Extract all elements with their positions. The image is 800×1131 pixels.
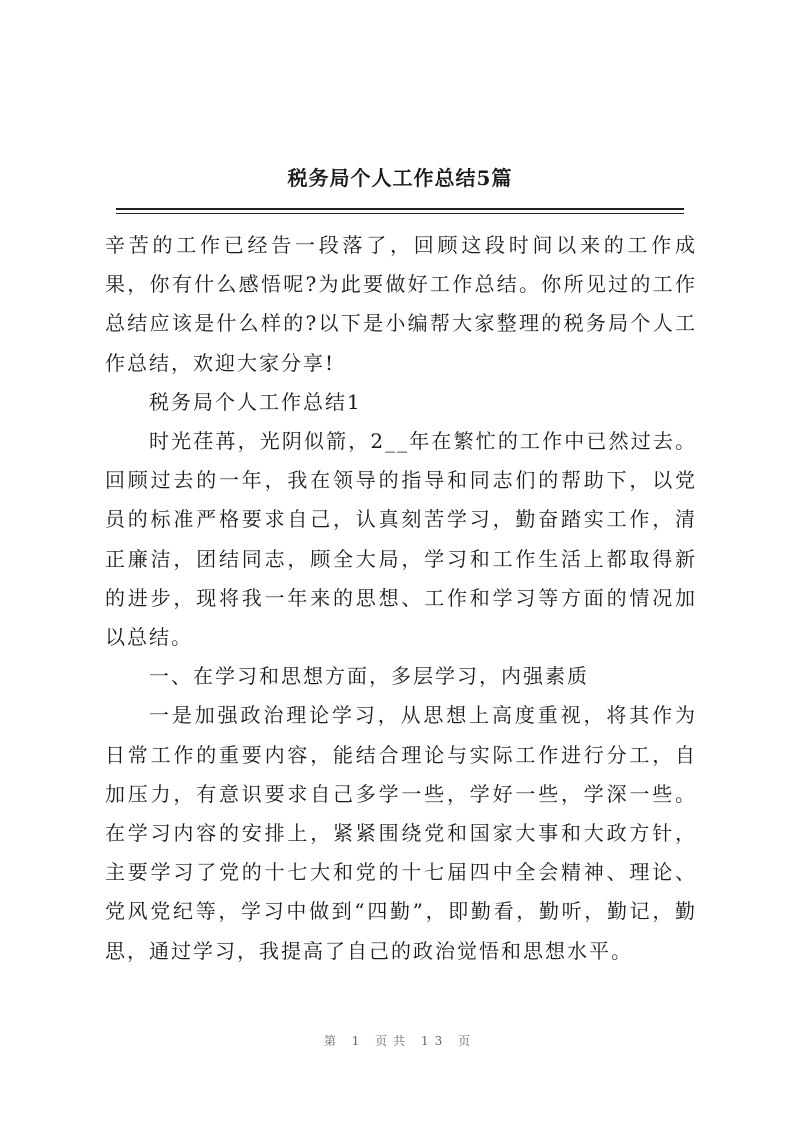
- section-heading: 税务局个人工作总结1: [149, 389, 362, 414]
- page-number-footer: 第 1 页共 13 页: [323, 1034, 477, 1048]
- intro-paragraph: 辛苦的工作已经告一段落了，回顾这段时间以来的工作成果，你有什么感悟呢?为此要做好工作总结。你所见过的工作总结应该是什么样的?以下是小编帮大家整理的税务局个人工作总结，欢迎大家分享!: [105, 233, 697, 375]
- document-title: 税务局个人工作总结5篇: [287, 166, 513, 190]
- body-paragraph: 时光荏苒，光阴似箭，2__年在繁忙的工作中已然过去。回顾过去的一年，我在领导的指导和同志们的帮助下，以党员的标准严格要求自己，认真刻苦学习，勤奋踏实工作，清正廉洁，团结同志，顾全大局，学习和工作生活上都取得新的进步，现将我一年来的思想、工作和学习等方面的情况加以总结。: [105, 429, 697, 650]
- body-paragraph: 一是加强政治理论学习，从思想上高度重视，将其作为日常工作的重要内容，能结合理论与实际工作进行分工，自加压力，有意识要求自己多学一些，学好一些，学深一些。在学习内容的安排上，紧紧围绕党和国家大事和大政方针，主要学习了党的十七大和党的十七届四中全会精神、理论、党风党纪等，学习中做到“四勤”，即勤看，勤听，勤记，勤思，通过学习，我提高了自己的政治觉悟和思想水平。: [105, 703, 697, 963]
- title-divider: [116, 208, 684, 210]
- title-divider-thin: [116, 213, 684, 214]
- document-body: [105, 226, 697, 971]
- subsection-heading: 一、在学习和思想方面，多层学习，内强素质: [149, 664, 589, 689]
